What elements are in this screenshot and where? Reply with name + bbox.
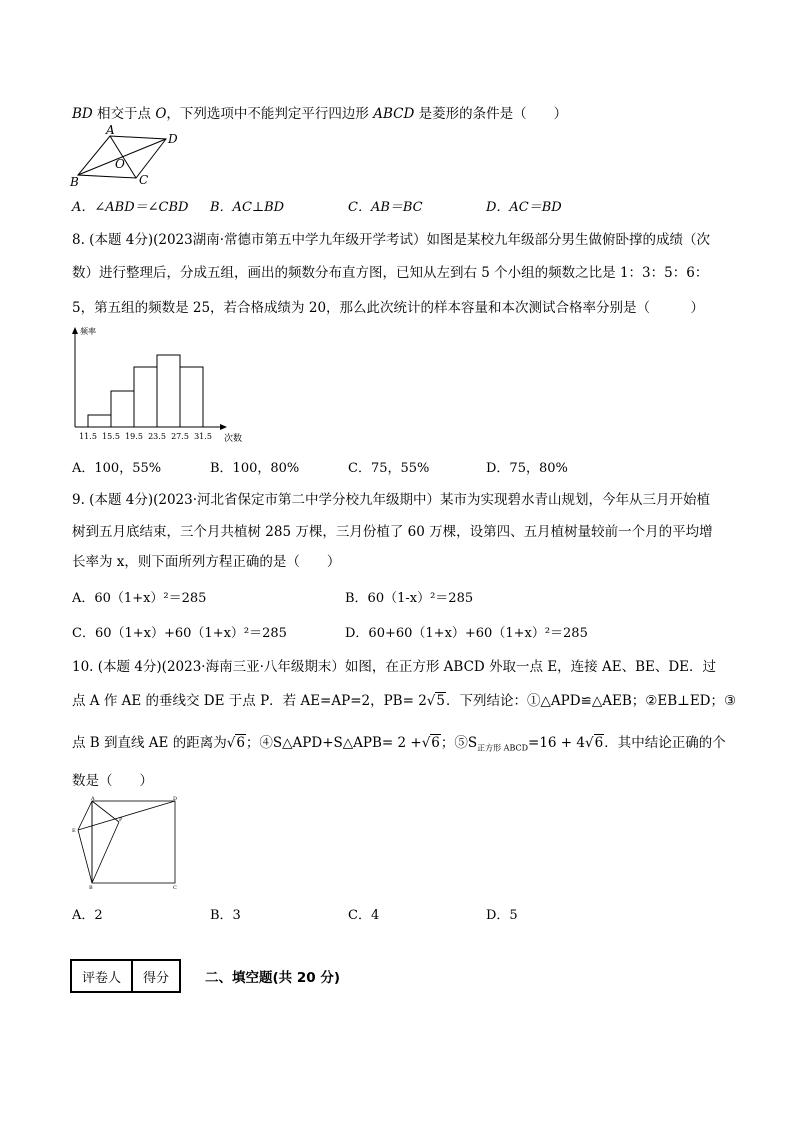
- x-tick-label: 19.5: [125, 432, 143, 441]
- q10-line3: 点 B 到直线 AE 的距离为√6；④S△APD+S△APB= 2 +√6；$⑤S_{正方形 ABCD}=16 + 4√6$．其中结论正确的个: [72, 735, 726, 753]
- label-d: D: [168, 132, 178, 146]
- label-e: E: [72, 828, 76, 834]
- x-axis-arrow: [220, 424, 227, 430]
- q7-option-a[interactable]: A．∠ABD＝∠CBD: [72, 200, 189, 215]
- grader-cell: 评卷人: [71, 960, 132, 992]
- y-axis-label: 频率: [80, 327, 96, 336]
- q10-option-c[interactable]: C．4: [348, 908, 380, 923]
- histogram-bar: [88, 415, 111, 427]
- score-cell: 得分: [132, 960, 180, 992]
- square-figure: [70, 795, 182, 891]
- q7-stem: BD 相交于点 O，下列选项中不能判定平行四边形 ABCD 是菱形的条件是（ ）: [72, 106, 568, 122]
- label-d: D: [173, 796, 178, 802]
- q10-option-a[interactable]: A．2: [72, 908, 103, 923]
- label-c: C: [173, 885, 177, 891]
- q8-line2: 数）进行整理后，分成五组，画出的频数分布直方图，已知从左到右 5 个小组的频数之比是 1：3：5：6：: [72, 265, 709, 281]
- y-axis-arrow: [72, 327, 78, 334]
- x-tick-label: 27.5: [171, 432, 189, 441]
- x-tick-label: 11.5: [79, 432, 97, 441]
- label-c: C: [139, 173, 149, 187]
- q8-option-b[interactable]: B．100，80%: [210, 461, 300, 476]
- q9-option-c[interactable]: C．60（1+x）+60（1+x）²＝285: [72, 626, 287, 641]
- q9-option-a[interactable]: A．60（1+x）²＝285: [72, 591, 207, 606]
- score-box: [70, 959, 181, 993]
- histogram-bar: [111, 391, 134, 427]
- q10-option-d[interactable]: D．5: [486, 908, 518, 923]
- x-tick-label: 31.5: [194, 432, 212, 441]
- q8-option-c[interactable]: C．75，55%: [348, 461, 430, 476]
- q8-line1: 8. (本题 4分)(2023湖南·常德市第五中学九年级开学考试）如图是某校九年级部分男生做俯卧撑的成绩（次: [72, 232, 710, 248]
- label-a: A: [106, 124, 115, 137]
- q10-line4: 数是（ ）: [72, 773, 153, 789]
- q9-option-d[interactable]: D．60+60（1+x）+60（1+x）²＝285: [345, 626, 588, 641]
- histogram-bar: [134, 367, 157, 427]
- x-axis-label: 次数: [224, 434, 243, 444]
- label-b: B: [70, 175, 79, 189]
- histogram-bar: [157, 355, 180, 427]
- label-a: A: [91, 796, 95, 802]
- label-p: P: [119, 817, 123, 823]
- label-o: O: [115, 157, 125, 171]
- frequency-histogram: [66, 324, 266, 448]
- parallelogram-figure: [66, 124, 186, 190]
- q8-option-d[interactable]: D．75，80%: [486, 461, 568, 476]
- x-tick-label: 23.5: [148, 432, 166, 441]
- q9-line3: 长率为 x，则下面所列方程正确的是（ ）: [72, 554, 341, 570]
- q10-line1: 10. (本题 4分)(2023·海南三亚·八年级期末）如图，在正方形 ABCD 外取一点 E，连接 AE、BE、DE．过: [72, 659, 717, 675]
- q9-line2: 树到五月底结束，三个月共植树 285 万棵，三月份植了 60 万棵，设第四、五月植树量较前一个月的平均增: [72, 524, 713, 540]
- q9-line1: 9. (本题 4分)(2023·河北省保定市第二中学分校九年级期中）某市为实现碧水青山规划，今年从三月开始植: [72, 492, 710, 508]
- q9-option-b[interactable]: B．60（1-x）²＝285: [345, 591, 474, 606]
- q8-line3: 5，第五组的频数是 25，若合格成绩为 20，那么此次统计的样本容量和本次测试合格率分别是（ ）: [72, 300, 705, 316]
- q7-option-b[interactable]: B．AC⊥BD: [210, 200, 285, 215]
- x-tick-label: 15.5: [102, 432, 120, 441]
- histogram-bar: [180, 367, 203, 427]
- section-title: 二、填空题(共 20 分): [205, 970, 341, 986]
- q8-option-a[interactable]: A．100，55%: [72, 461, 162, 476]
- q7-option-c[interactable]: C．AB＝BC: [348, 200, 423, 215]
- q10-option-b[interactable]: B．3: [210, 908, 241, 923]
- label-b: B: [89, 885, 93, 891]
- q7-option-d[interactable]: D．AC＝BD: [486, 200, 562, 215]
- q10-line2: 点 A 作 AE 的垂线交 DE 于点 P．若 AE=AP=2，PB= 2√5．下列结论：①△APD≌△AEB；②EB⊥ED；③: [72, 693, 737, 709]
